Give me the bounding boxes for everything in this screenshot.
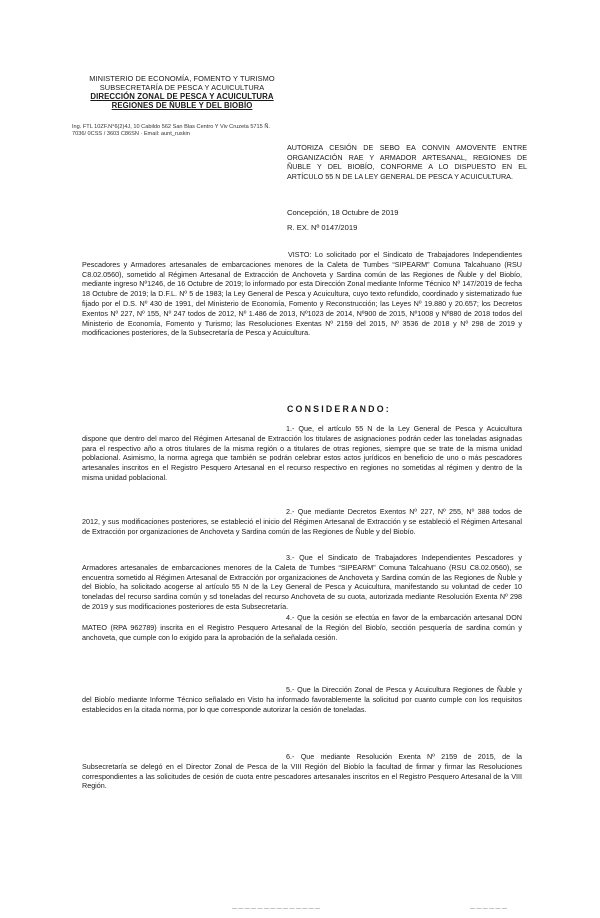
considerando-paragraph-4: 4.- Que la cesión se efectúa en favor de la embarcación artesanal DON MATEO (RPA 962789) inscrita en el Registro Pesquero Artesanal de la Región del Biobío, sección pesquería de sardina común y anchoveta, que cumple con lo exigido para la aprobación de la señalada cesión. bbox=[82, 613, 522, 642]
resolution-subject: AUTORIZA CESIÓN DE SEBO EA CONVIN AMOVENTE ENTRE ORGANIZACIÓN RAE Y ARMADOR ARTESANAL, REGIONES DE ÑUBLE Y DEL BIOBÍO, CONFORME A LO DISPUESTO EN EL ARTÍCULO 55 N DE LA LEY GENERAL DE PESCA Y ACUICULTURA. bbox=[287, 143, 527, 181]
considerando-paragraph-3: 3.- Que el Sindicato de Trabajadores Independientes Pescadores y Armadores artesanales de embarcaciones menores de la Caleta de Tumbes “SIPEARM” Comuna Talcahuano (RSU C8.02.0560), se encuentra sometido al Régimen Artesanal de Extracción por organizaciones de Anchoveta y Sardina común de las Regiones de Ñuble y del Biobío, ha solicitado acogerse al artículo 55 N de la Ley General de Pesca y Acuicultura, manifestando su voluntad de ceder 10 toneladas del recurso sardina común y sd toneladas del recurso Anchoveta de su cuota, autorizada mediante Resolución Exenta Nº 298 de 2019 y sus modificaciones posteriores de esta Subsecretaría. bbox=[82, 553, 522, 611]
footer-right-text: — — — — — — bbox=[470, 906, 507, 912]
considerando-paragraph-2: 2.- Que mediante Decretos Exentos Nº 227, Nº 255, Nº 388 todos de 2012, y sus modificaciones posteriores, se estableció el inicio del Régimen Artesanal de Extracción y se estableció el Régimen Artesanal de Extracción por organizaciones de Anchoveta y Sardina común de las Regiones de Ñuble y del Biobío. bbox=[82, 507, 522, 536]
footer-left-text: — — — — — — — — — — — — — — bbox=[232, 906, 321, 912]
considerando-paragraph-6: 6.- Que mediante Resolución Exenta Nº 2159 de 2015, de la Subsecretaría se delegó en el Director Zonal de Pesca de la VIII Región del Biobío la facultad de firmar y firmar las Resoluciones correspondientes a las solicitudes de cesión de cuota entre pescadores artesanales inscritos en el Registro Pesquero Artesanal de la VIII Región. bbox=[82, 752, 522, 791]
subsecretariat-name: SUBSECRETARÍA DE PESCA Y ACUICULTURA bbox=[99, 83, 265, 92]
letterhead bbox=[84, 74, 280, 110]
letterhead-address: Ing. FTL 10ZF.N°6(2)4J, 10 Cabildo 562 San Blas Centro Y Viv Cruzeta 5715 Ñ. 7036/ 0CSS / 3603 C86SN · Email: aunt_ruskin bbox=[72, 124, 270, 137]
considerando-heading: CONSIDERANDO: bbox=[287, 404, 391, 414]
considerando-paragraph-5: 5.- Que la Dirección Zonal de Pesca y Acuicultura Regiones de Ñuble y del Biobío mediante Informe Técnico señalado en Visto ha informado favorablemente la solicitud por cuanto cumple con los requisitos establecidos en la citada norma, por lo que corresponde autorizar la cesión de toneladas. bbox=[82, 685, 522, 714]
place-date: Concepción, 18 Octubre de 2019 bbox=[287, 208, 399, 217]
visto-paragraph: VISTO: Lo solicitado por el Sindicato de Trabajadores Independientes Pescadores y Armadores artesanales de embarcaciones menores de la Caleta de Tumbes “SIPEARM” Comuna Talcahuano (RSU C8.02.0560), sometido al Régimen Artesanal de Extracción de Anchoveta y Sardina común de las Regiones de Ñuble y del Biobío, mediante ingreso Nº1246, de 16 Octubre de 2019; lo informado por esta Dirección Zonal mediante Informe Técnico Nº 147/2019 de fecha 18 Octubre de 2019; la D.F.L. Nº 5 de 1983; la Ley General de Pesca y Acuicultura, cuyo texto refundido, coordinado y sistematizado fue fijado por el D.S. Nº 430 de 1991, del Ministerio de Economía, Fomento y Reconstrucción; las Leyes Nº 19.880 y 20.657; los Decretos Exentos Nº 227, Nº 155, Nº 247 todos de 2012, Nº 1.486 de 2013, Nº1023 de 2014, Nº900 de 2015, Nº1008 y Nº880 de 2018 todos del Ministerio de Economía, Fomento y Turismo; las Resoluciones Exentas Nº 2159 del 2015, Nº 3536 de 2018 y Nº 298 de 2019 y modificaciones posteriores, de la Subsecretaría de Pesca y Acuicultura. bbox=[82, 250, 522, 338]
page-footer bbox=[0, 906, 600, 918]
zonal-direction-name: DIRECCIÓN ZONAL DE PESCA Y ACUICULTURA bbox=[90, 92, 274, 101]
resolution-number: R. EX. Nº 0147/2019 bbox=[287, 223, 358, 232]
considerando-paragraph-1: 1.- Que, el artículo 55 N de la Ley General de Pesca y Acuicultura dispone que dentro del marco del Régimen Artesanal de Extracción los titulares de asignaciones podrán ceder las toneladas asignadas para el respectivo año a otros titulares de la misma región o a titulares de otras regiones, siempre que se trate de la misma unidad poblacional. Asimismo, la norma agrega que también se podrán celebrar estos actos jurídicos en beneficio de uno o más pescadores artesanales inscritos en el Registro Pesquero Artesanal en el recurso respectivo en regiones no sometidas al régimen y dentro de la misma unidad poblacional. bbox=[82, 424, 522, 482]
regions-name: REGIONES DE ÑUBLE Y DEL BIOBÍO bbox=[111, 101, 253, 110]
ministry-name: MINISTERIO DE ECONOMÍA, FOMENTO Y TURISMO bbox=[89, 74, 275, 83]
